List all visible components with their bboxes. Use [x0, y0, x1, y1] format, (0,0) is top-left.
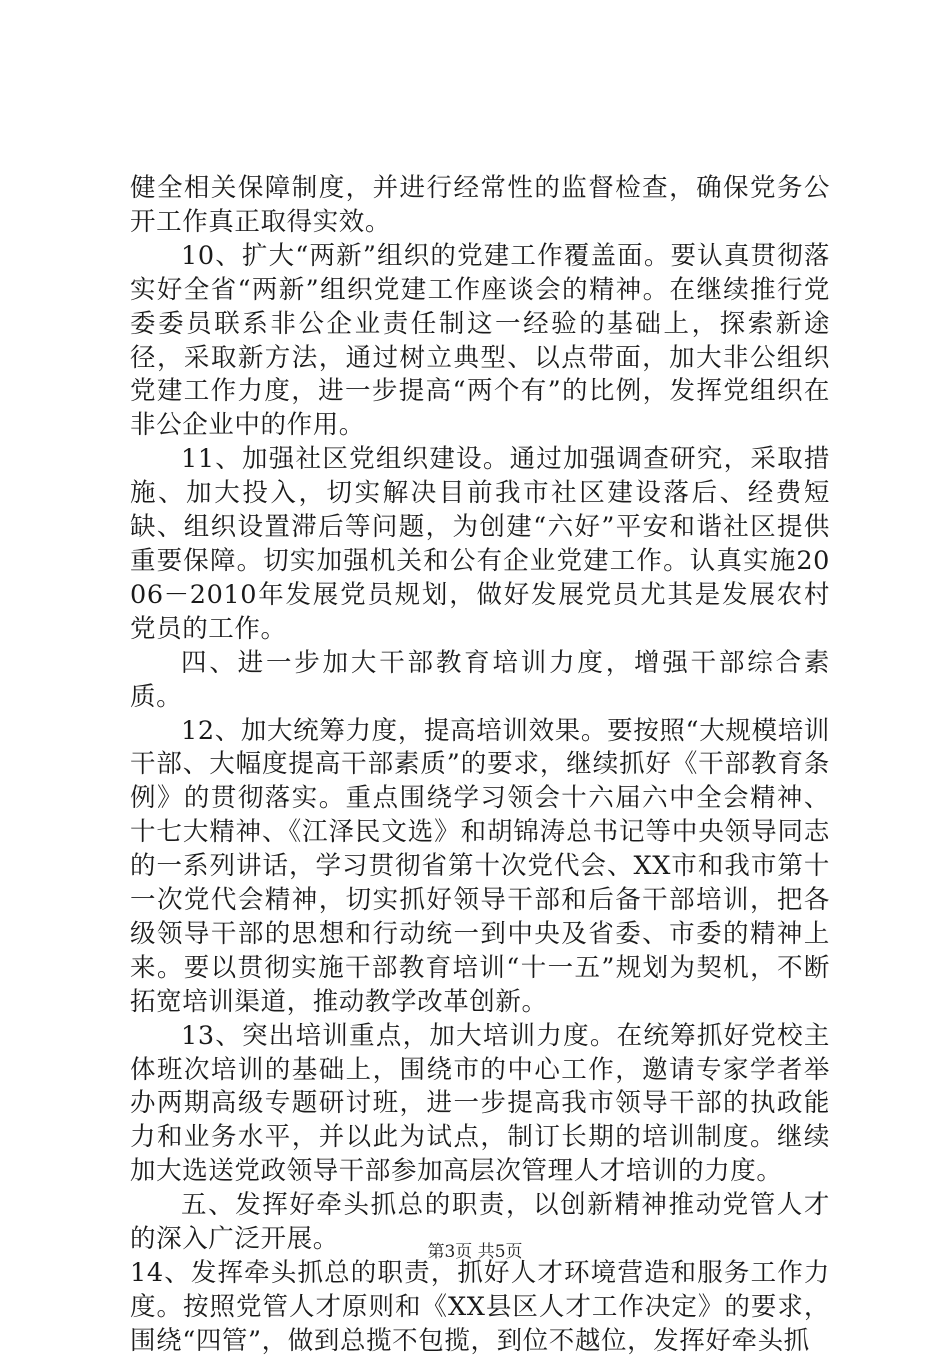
section-heading-5: 五、发挥好牵头抓总的职责，以创新精神推动党管人才的深入广泛开展。: [130, 1190, 830, 1255]
section-heading-4: 四、进一步加大干部教育培训力度，增强干部综合素质。: [130, 647, 830, 712]
paragraph-13: 13、突出培训重点，加大培训力度。在统筹抓好党校主体班次培训的基础上，围绕市的中心工作，邀请专家学者举办两期高级专题研讨班，进一步提高我市领导干部的执政能力和业务水平，并以此为试点，制订长期的培训制度。继续加大选送党政领导干部参加高层次管理人才培训的力度。: [130, 1020, 830, 1187]
paragraph-12: 12、加大统筹力度，提高培训效果。要按照“大规模培训干部、大幅度提高干部素质”的要求，继续抓好《干部教育条例》的贯彻落实。重点围绕学习领会十六届六中全会精神、十七大精神、《江泽民文选》和胡锦涛总书记等中央领导同志的一系列讲话，学习贯彻省第十次党代会、XX市和我市第十一次党代会精神，切实抓好领导干部和后备干部培训，把各级领导干部的思想和行动统一到中央及省委、市委的精神上来。要以贯彻实施干部教育培训“十一五”规划为契机，不断拓宽培训渠道，推动教学改革创新。: [130, 715, 830, 1017]
paragraph-14: 14、发挥牵头抓总的职责，抓好人才环境营造和服务工作力度。按照党管人才原则和《XX县区人才工作决定》的要求，围绕“四管”，做到总揽不包揽，到位不越位，发挥好牵头抓: [130, 1258, 830, 1356]
paragraph-10: 10、扩大“两新”组织的党建工作覆盖面。要认真贯彻落实好全省“两新”组织党建工作座谈会的精神。在继续推行党委委员联系非公企业责任制这一经验的基础上，探索新途径，采取新方法，通过树立典型、以点带面，加大非公组织党建工作力度，进一步提高“两个有”的比例，发挥党组织在非公企业中的作用。: [130, 240, 830, 441]
paragraph-continuation: 健全相关保障制度，并进行经常性的监督检查，确保党务公开工作真正取得实效。: [130, 173, 830, 237]
paragraph-11: 11、加强社区党组织建设。通过加强调查研究，采取措施、加大投入，切实解决目前我市社区建设落后、经费短缺、组织设置滞后等问题，为创建“六好”平安和谐社区提供重要保障。切实加强机关和公有企业党建工作。认真实施2006－2010年发展党员规划，做好发展党员尤其是发展农村党员的工作。: [130, 444, 830, 644]
document-body: [130, 172, 830, 1359]
page-number-footer: 第3页 共5页: [427, 1242, 523, 1262]
